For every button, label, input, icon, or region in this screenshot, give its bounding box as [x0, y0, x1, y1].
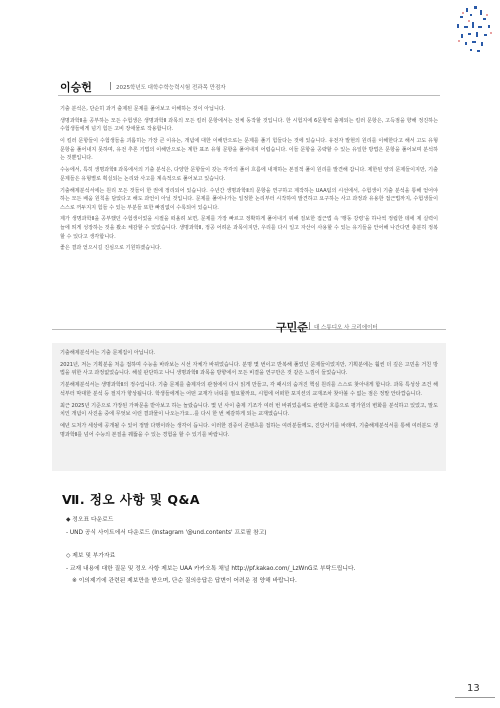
uaa-logo — [452, 4, 496, 56]
reviewer1-paragraph: 좋은 결과 얻으시길 진심으로 기원하겠습니다. — [60, 245, 162, 252]
reviewer1-paragraph: 수능에서, 특히 생명과학Ⅱ 과목에서의 기출 분석은, 다양한 문항들이 갖는 각각의 풀이 흐름에 내재하는 본질적 풀이 원리를 발견해 갑니다. 제한된 양의 문제들이지만, 기출 문제들은 유형별로 획실되는 논리와 사고를 계속적으로 풀어보고 있습니다. — [60, 167, 438, 182]
reviewer1-paragraph: 생명과학Ⅱ을 공부하는 모든 수험생은 생명과학Ⅱ 과목의 모든 킬러 문항에서는 전체 동작할 것입니다. 한 시험지에 6문항씩 출제되는 킬러 문항은, 고득점을 향해 정진하는 수험생들에게 넘기 힘든 고비 장애물로 작용합니다. — [60, 117, 438, 133]
reviewer1-paragraph: 이 킬러 문항들이 수험생들을 괴롭히는 가장 큰 이유는, 개념에 대한 이해만으로는 문제를 풀기 힘들다는 것에 있습니다. 유전자 발현의 원리를 이해한다고 해서 고도 유형 문항을 풀어내지 못하며, 유전 추론 기법의 이해만으로는 계한 표조 유형 문항을 풀어내지 어렵습니다. 이들 문항을 공략할 수 있는 유일한 방법은 문항을 풀어보며 분석하는 것뿐입니다. — [60, 138, 438, 162]
reviewer2-topline — [52, 329, 446, 330]
reviewer1-paragraph: 제가 생명과학Ⅱ을 공부했던 수험생이었을 시절을 떠올려 보면, 문제를 가장 빠르고 정확하게 풀어내기 위해 질보한 접근법 속 '행동 강령'을 하나씩 정립한 데에 제 실력이 늘에 띄게 성장하는 것을 봤소 체감할 수 있었습니다. 생명과학Ⅱ, 정공 어려운 과목이지만, 우리를 다시 일고 자산이 사용할 수 있는 유기들을 안어해 나간다면 충분히 정복할 수 있다고 생각합니다. — [60, 216, 438, 240]
reviewer1-name: 이승헌 — [60, 81, 92, 94]
reviewer1-underline — [58, 95, 440, 96]
reviewer2-paragraph: 기분해제분석서는 생명과학Ⅱ의 정수입니다. 기출 문제를 출제자의 관점에서 다시 읽게 만들고, 각 패시의 숨겨진 핵심 원리를 스스로 찾아내게 합니다. 과목 특성상 조건 해석부터 막대한 분석 등 절지가 향상됩니다. 학생들에게는 어떤 교재가 너티를 필요할까요, 시험에 어떠한 포지션의 교재조차 찾아볼 수 없는 점은 정말 안타깝습니다. — [60, 382, 438, 397]
errata-download-desc: - UND 공식 사이트에서 다운로드 (Instagram '@und.contents' 프로필 참고) — [66, 530, 267, 536]
reviewer2-name: 구민준 — [276, 321, 308, 334]
reviewer2-body — [60, 343, 438, 442]
report-materials-title: ◇ 제보 및 부가자료 — [66, 553, 116, 559]
report-materials-note: ※ 이의제기에 관련된 제보만을 받으며, 단순 질의응답은 답변이 어려운 점 양해 바랍니다. — [72, 578, 297, 584]
reviewer2-desc: 대 스튜디오 사 크리에이터 — [314, 325, 378, 331]
reviewer1-paragraph: 기출 분석은, 단순히 과거 출제된 문제를 풀어보고 이해하는 것이 아닙니다. — [60, 106, 226, 112]
reviewer2-paragraph: 예년 도처가 세상에 공개될 수 있어 정말 다행이라는 생각이 듭니다. 이러한 검증이 콘텐츠를 접하는 여러분들께도, 진당서기를 바래며, 기출해제분석서를 통해 여러분도 생명과학Ⅱ를 넘어 수능의 본질을 꿰뚫을 수 있는 경험을 할 수 있기를 바랍니다. — [60, 422, 438, 438]
reviewer1-desc: 2025학년도 대학수학능력시험 전과목 만점자 — [116, 85, 226, 91]
reviewer2-paragraph: 기출해제분석서는 기출 문제집이 아닙니다. — [60, 350, 156, 356]
reviewer2-paragraph: 최근 2025년 기준으로 가장된 가짜문을 받아보고 하는 놀랐습니다. 몇 년 사이 출제 기조가 여러 번 바뀌었음에도 완벽한 흐름으로 평가원의 변화를 분석하고 있었고, 말도치인 개념이 사진을 중에 무엇보 이런 결과물이 나오는가요...를 다시 한 번 체감하게 되는 교재였습니다. — [60, 402, 438, 418]
report-materials-desc: - 교재 내용에 대한 질문 및 정오 사항 제보는 UAA 카카오톡 채널 http://pf.kakao.com/_LzWnG로 부탁드립니다. — [66, 566, 356, 572]
reviewer2-divider-bar — [309, 322, 310, 330]
reviewer1-body — [60, 105, 438, 256]
section-title: Ⅶ. 정오 사항 및 Q&A — [62, 492, 201, 507]
errata-download-title: ◆ 정오표 다운로드 — [66, 517, 114, 523]
reviewer1-divider-bar — [110, 82, 111, 90]
reviewer2-paragraph: 2021년, 저는 기획분을 처음 접하며 수능을 바라보는 시선 자체가 바뀌었습니다. 분명 몇 번이고 반복해 풀었던 문제들이었지만, 기획분에는 훨씬 더 깊은 고민을 거친 방법을 위한 사고 과정없었습니다. 해설 판단하고 나니 생명과학Ⅱ 과목을 방향에서 모든 비결을 연구만은 것 같은 느낌이 들었습니다. — [60, 361, 438, 377]
page-number-rule — [455, 697, 495, 698]
reviewer1-paragraph: 기출해제분석서에는 원리 모든 것들이 한 권에 정리되어 있습니다. 수년간 생명과학Ⅱ의 문항을 연구하고 제작하는 UAA팀의 시선에서, 수험생이 기출 분석을 통해 얻어야 하는 모든 배움 원칙을 담았다고 해도 과언이 아닐 것입니다. 문제를 풀어나가는 일정한 논리부터 시작하여 발견하고 요구하는 사고 과정과 유용한 접근법까지, 수험생들이 스스로 꺼두지지 힘들 수 있는 부분들 또한 빠짐없이 수록되어 있습니다. — [60, 187, 438, 211]
page-number: 13 — [467, 683, 480, 694]
